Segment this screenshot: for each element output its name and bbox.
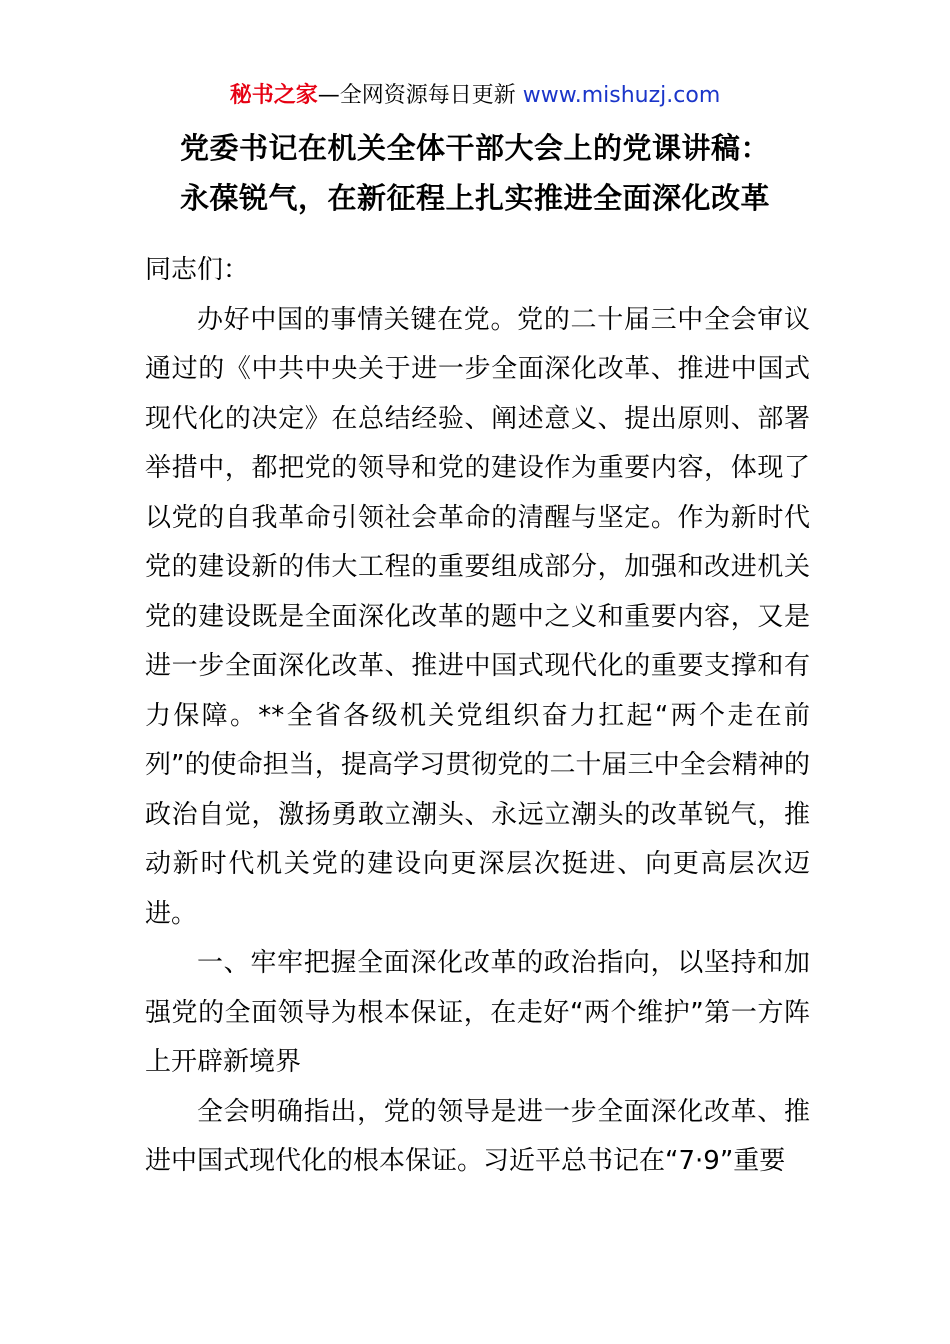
paragraph-section-1: 全会明确指出，党的领导是进一步全面深化改革、推进中国式现代化的根本保证。习近平总书记在“7·9”重要 <box>145 1096 810 1176</box>
document-title-line-2: 永葆锐气，在新征程上扎实推进全面深化改革 <box>179 181 770 215</box>
document-body <box>145 246 810 1187</box>
site-slogan: —全网资源每日更新 <box>317 83 523 108</box>
site-brand: 秘书之家 <box>229 83 318 108</box>
salutation: 同志们： <box>145 255 250 285</box>
site-header <box>0 80 950 112</box>
paragraph-intro: 办好中国的事情关键在党。党的二十届三中全会审议通过的《中共中央关于进一步全面深化改革、推进中国式现代化的决定》在总结经验、阐述意义、提出原则、部署举措中，都把党的领导和党的建设作为重要内容，体现了以党的自我革命引领社会革命的清醒与坚定。作为新时代党的建设新的伟大工程的重要组成部分，加强和改进机关党的建设既是全面深化改革的题中之义和重要内容，又是进一步全面深化改革、推进中国式现代化的重要支撑和有力保障。**全省各级机关党组织奋力扛起“两个走在前列”的使命担当，提高学习贯彻党的二十届三中全会精神的政治自觉，激扬勇敢立潮头、永远立潮头的改革锐气，推动新时代机关党的建设向更深层次挺进、向更高层次迈进。 <box>145 304 810 929</box>
document-title-line-1: 党委书记在机关全体干部大会上的党课讲稿： <box>179 131 770 165</box>
site-url-link[interactable]: www.mishuzj.com <box>522 83 721 108</box>
section-heading-1: 一、牢牢把握全面深化改革的政治指向，以坚持和加强党的全面领导为根本保证，在走好“两个维护”第一方阵上开辟新境界 <box>145 948 810 1077</box>
